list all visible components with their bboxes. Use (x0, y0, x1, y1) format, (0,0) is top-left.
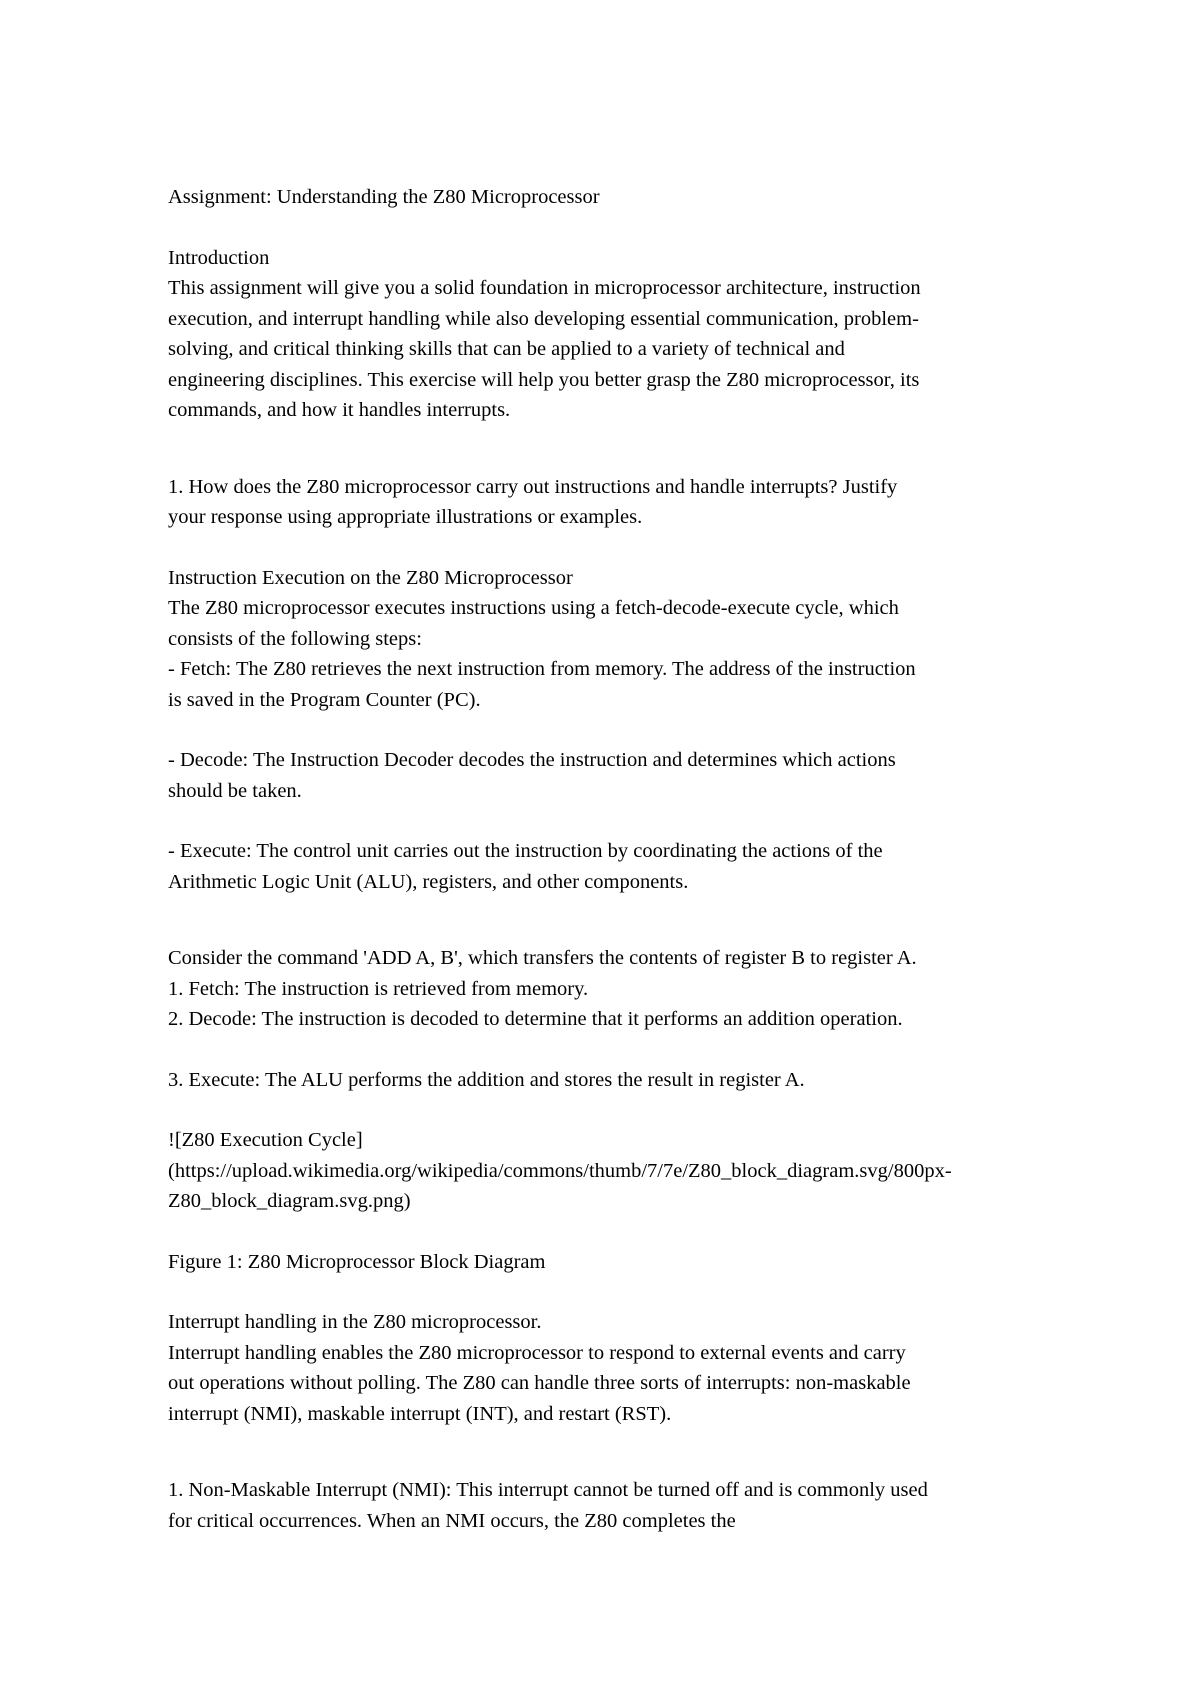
introduction-heading: Introduction (168, 246, 270, 269)
spacer (168, 213, 934, 243)
interrupt-handling-heading: Interrupt handling in the Z80 microprocessor. (168, 1311, 542, 1333)
spacer (168, 715, 934, 745)
spacer (168, 533, 934, 563)
spacer (168, 1095, 934, 1125)
step-execute-paragraph: - Execute: The control unit carries out the instruction by coordinating the actions of the Arithmetic Logic Unit (ALU), registers, and other components. (168, 840, 883, 893)
spacer (168, 1429, 934, 1475)
step-fetch-paragraph: - Fetch: The Z80 retrieves the next instruction from memory. The address of the instruction is saved in the Program Counter (PC). (168, 658, 916, 711)
example-intro-paragraph: Consider the command 'ADD A, B', which transfers the contents of register B to register A. (168, 947, 917, 969)
spacer (168, 1035, 934, 1065)
spacer (168, 897, 934, 943)
interrupt-handling-paragraph: Interrupt handling enables the Z80 microprocessor to respond to external events and carry out operations without polling. The Z80 can handle three sorts of interrupts: non-maskable interrupt (NMI), maskable interrupt (INT), and restart (RST). (168, 1341, 911, 1425)
instruction-execution-heading: Instruction Execution on the Z80 Microprocessor (168, 566, 573, 589)
example-step-two: 2. Decode: The instruction is decoded to determine that it performs an addition operation. (168, 1008, 903, 1030)
step-decode-paragraph: - Decode: The Instruction Decoder decodes the instruction and determines which actions should be taken. (168, 749, 896, 802)
example-step-three: 3. Execute: The ALU performs the addition and stores the result in register A. (168, 1068, 805, 1091)
document-body (168, 182, 952, 1536)
image-markdown-reference: ![Z80 Execution Cycle](https://upload.wikimedia.org/wikipedia/commons/thumb/7/7e/Z80_block_diagram.svg/800px-Z80_block_diagram.svg.png) (168, 1129, 952, 1212)
spacer (168, 806, 934, 836)
figure-caption: Figure 1: Z80 Microprocessor Block Diagram (168, 1250, 546, 1273)
spacer (168, 426, 934, 472)
spacer (168, 1277, 934, 1307)
question-one-paragraph: 1. How does the Z80 microprocessor carry out instructions and handle interrupts? Justify your response using appropriate illustrations or examples. (168, 475, 898, 528)
nmi-paragraph: 1. Non-Maskable Interrupt (NMI): This interrupt cannot be turned off and is commonly used for critical occurrences. When an NMI occurs, the Z80 completes the (168, 1479, 928, 1532)
document-title: Assignment: Understanding the Z80 Microprocessor (168, 186, 600, 208)
introduction-paragraph: This assignment will give you a solid foundation in microprocessor architecture, instruction execution, and interrupt handling while also developing essential communication, problem-solving, and critical thinking skills that can be applied to a variety of technical and engineering disciplines. This exercise will help you better grasp the Z80 microprocessor, its commands, and how it handles interrupts. (168, 277, 921, 421)
instruction-execution-paragraph: The Z80 microprocessor executes instructions using a fetch-decode-execute cycle, which consists of the following steps: (168, 597, 899, 650)
spacer (168, 1217, 934, 1247)
example-step-one: 1. Fetch: The instruction is retrieved from memory. (168, 977, 589, 1000)
